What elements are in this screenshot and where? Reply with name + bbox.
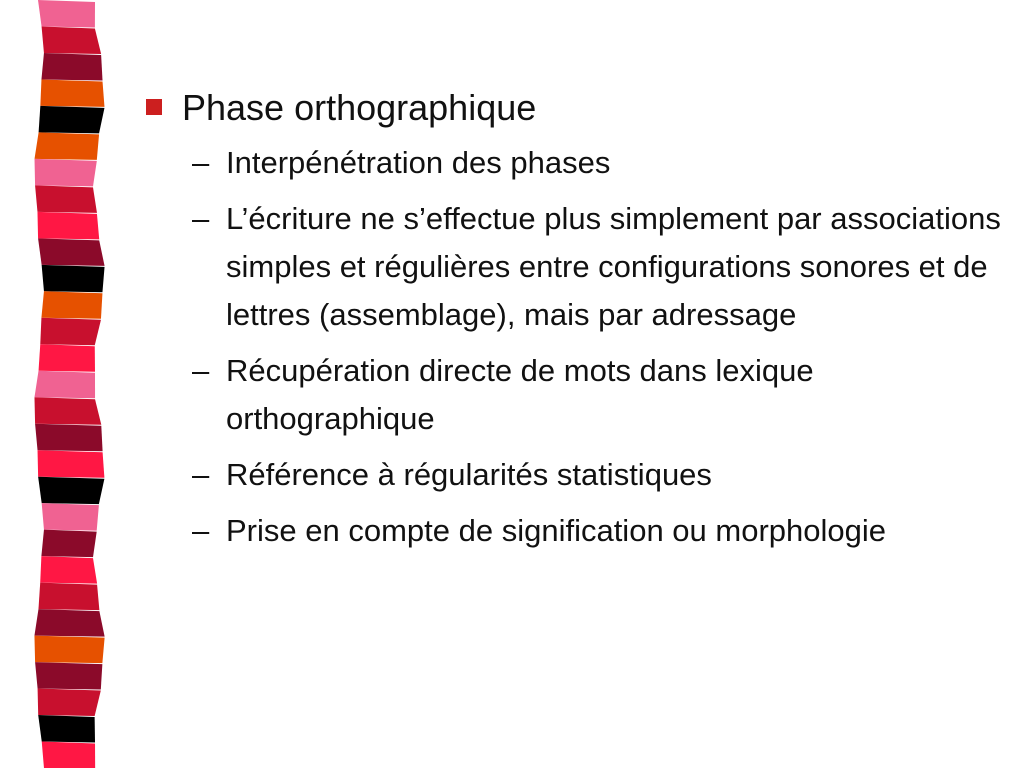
subitem [192,347,1010,443]
subitem [192,451,1010,499]
stripe-segment [34,636,104,663]
stripe-segment [42,742,95,768]
bullet-item-heading [140,85,1010,131]
stripe-segment [35,159,97,186]
stripe-segment [35,132,100,159]
stripe-segment [41,530,96,557]
stripe-segment [38,715,95,742]
stripe-segment [34,371,95,398]
stripe-segment [40,79,104,106]
dash-bullet: – [192,353,210,388]
stripe-segment [40,556,97,583]
subitem [192,139,1010,187]
stripe-segment [35,185,97,212]
decorative-stripe-band [0,0,118,768]
dash-bullet: – [192,457,210,492]
subitem-text: Récupération directe de mots dans lexique orthographique [226,353,814,436]
stripe-segment [39,106,105,133]
stripe-segment [38,0,95,27]
subitem-text: Référence à régularités statistiques [226,457,712,492]
stripe-segment [38,583,99,610]
stripe-segment [39,344,95,371]
dash-bullet: – [192,201,210,236]
dash-bullet: – [192,145,210,180]
stripe-segment [42,265,105,292]
stripe-segment [41,291,102,318]
stripe-segment [35,662,102,689]
stripe-segment [38,450,105,477]
stripe-segment [41,53,102,80]
stripe-segment [38,238,104,265]
stripe-segment [35,424,103,451]
dash-bullet: – [192,513,210,548]
subitem-text: Prise en compte de signification ou morphologie [226,513,886,548]
stripe-segment [42,503,99,530]
subitem [192,507,1010,555]
stripe-segment [37,212,99,239]
square-bullet-icon [146,99,162,115]
stripe-segment [40,318,101,345]
subitem [192,195,1010,339]
stripe-segment [38,477,104,504]
heading-text: Phase orthographique [182,87,537,128]
stripe-segment [42,26,102,53]
subitem-text: Interpénétration des phases [226,145,611,180]
slide-content [140,85,1010,563]
stripe-pattern [0,0,118,768]
subitem-text: L’écriture ne s’effectue plus simplement par associations simples et régulières entre configurations sonores et de lettres (assemblage), mais par adressage [226,201,1001,332]
stripe-segment [34,609,104,636]
stripe-segment [38,689,101,716]
stripe-segment [34,397,101,424]
